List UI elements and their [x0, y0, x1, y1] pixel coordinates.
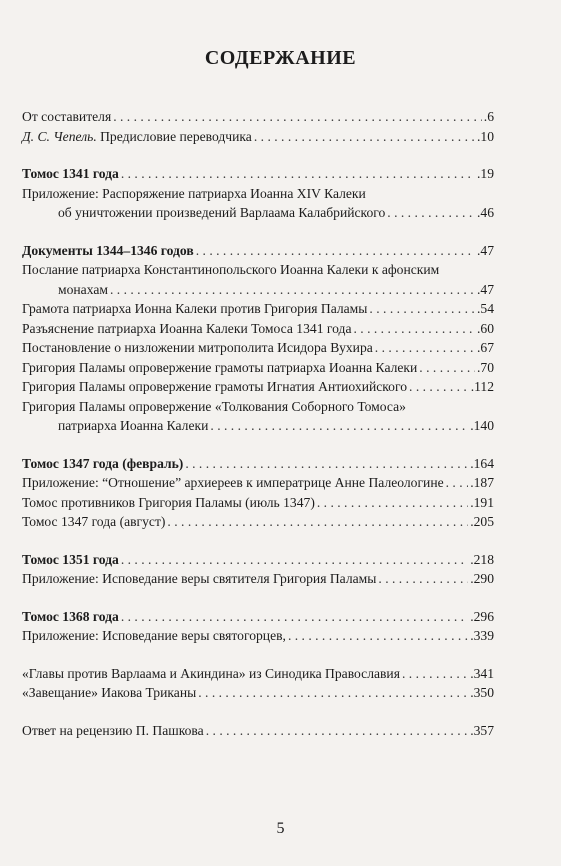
toc-entry-text: «Завещание» Иакова Триканы [22, 685, 197, 700]
toc-entry-title [22, 683, 196, 703]
toc-entry-title [22, 127, 252, 147]
toc-entry-title [22, 493, 315, 513]
toc-entry-text: Приложение: Распоряжение патриарха Иоанна XIV Калеки [22, 185, 366, 201]
toc-leader-dots [206, 721, 468, 741]
toc-leader-dots [288, 626, 468, 646]
toc-entry-title [22, 358, 417, 378]
toc-entry [22, 241, 494, 261]
toc-entry-page: .341 [470, 665, 494, 681]
toc-entry-text: патриарха Иоанна Калеки [58, 418, 209, 433]
toc-leader-dots [121, 607, 468, 627]
toc-entry-page: .205 [470, 514, 494, 529]
table-of-contents [22, 107, 494, 740]
toc-entry-text: Томос 1351 года [22, 551, 119, 567]
toc-entry-title [22, 338, 373, 358]
toc-entry-page: .60 [477, 320, 494, 336]
toc-entry-page: .187 [470, 475, 494, 490]
toc-entry-text: Григория Паламы опровержение грамоты Игнатия Антиохийского [22, 379, 408, 394]
toc-entry-title [22, 473, 444, 493]
toc-entry [22, 107, 494, 127]
toc-entry-text: Постановление о низложении митрополита Исидора Вухира [22, 340, 373, 355]
toc-leader-dots [185, 454, 468, 474]
toc-entry [22, 358, 494, 378]
toc-entry-title [22, 164, 119, 184]
toc-entry-page: .218 [470, 551, 494, 567]
toc-entry-author: Д. С. Чепель. [22, 128, 97, 144]
toc-entry [22, 260, 494, 280]
toc-entry-page: .112 [470, 379, 494, 394]
toc-entry-text: Приложение: “Отношение” архиереев к императрице Анне Палеологине [22, 475, 444, 490]
toc-entry-title [58, 416, 208, 436]
toc-entry-text: Томос 1347 года (февраль) [22, 455, 184, 471]
toc-entry [22, 626, 494, 646]
toc-entry-text: Грамота патриарха Ионна Калеки против Григория Паламы [22, 301, 368, 316]
toc-entry-text: Ответ на рецензию П. Пашкова [22, 722, 204, 738]
page-title: СОДЕРЖАНИЕ [204, 47, 357, 69]
toc-entry [22, 299, 494, 319]
toc-entry-page: .140 [470, 418, 494, 433]
toc-entry-title [22, 241, 194, 261]
toc-entry [22, 164, 494, 184]
toc-entry-title [22, 664, 400, 684]
toc-entry-page: .350 [470, 685, 494, 700]
toc-entry-text: об уничтожении произведений Варлаама Калабрийского [58, 205, 386, 220]
toc-entry-page: .290 [470, 571, 494, 586]
toc-entry-text: Послание патриарха Константинопольского Иоанна Калеки к афонским [22, 262, 440, 277]
toc-entry [22, 550, 494, 570]
toc-entry-text: «Главы против Варлаама и Акиндина» из Синодика Православия [22, 665, 400, 681]
toc-entry-text: Приложение: Исповедание веры святогорцев, [22, 628, 286, 643]
toc-entry-page: .6 [483, 109, 494, 124]
toc-entry [22, 721, 494, 741]
toc-entry [22, 397, 494, 417]
toc-entry [22, 416, 494, 436]
toc-entry-page: .67 [477, 340, 494, 355]
toc-entry-text: От составителя [22, 109, 112, 124]
toc-entry [22, 127, 494, 147]
toc-entry [22, 664, 494, 684]
toc-entry-page: .339 [470, 628, 494, 643]
toc-leader-dots [369, 299, 475, 319]
toc-leader-dots [196, 241, 475, 261]
toc-entry-text: Томос противников Григория Паламы (июль 1347) [22, 494, 315, 510]
toc-entry-page: .296 [470, 608, 494, 624]
toc-entry-title [22, 260, 439, 280]
toc-entry-text: монахам [58, 281, 108, 297]
toc-entry-text: Томос 1341 года [22, 166, 119, 181]
toc-entry-page: .54 [477, 301, 494, 316]
toc-entry-text: Томос 1368 года [22, 608, 119, 624]
toc-leader-dots [402, 664, 468, 684]
toc-entry-title [22, 569, 376, 589]
toc-entry [22, 493, 494, 513]
toc-leader-dots [375, 338, 475, 358]
toc-leader-dots [317, 493, 468, 513]
toc-leader-dots [210, 416, 468, 436]
toc-entry-title [22, 607, 119, 627]
toc-entry [22, 683, 494, 703]
toc-entry [22, 569, 494, 589]
toc-entry-page: .357 [470, 722, 494, 738]
toc-entry-page: .19 [477, 166, 494, 181]
toc-entry-title [22, 377, 407, 397]
toc-entry-title [58, 203, 385, 223]
toc-entry [22, 203, 494, 223]
toc-entry [22, 280, 494, 300]
toc-entry-title [58, 280, 108, 300]
toc-entry-text: Предисловие переводчика [96, 128, 252, 144]
toc-leader-dots [110, 280, 475, 300]
toc-entry-title [22, 454, 183, 474]
toc-leader-dots [121, 550, 468, 570]
toc-leader-dots [113, 107, 482, 127]
toc-leader-dots [121, 164, 475, 184]
toc-leader-dots [254, 127, 475, 147]
toc-entry-title [22, 626, 286, 646]
toc-entry-page: .47 [477, 242, 494, 258]
toc-entry-page: .10 [477, 128, 494, 144]
toc-leader-dots [378, 569, 468, 589]
toc-entry-text: Разъяснение патриарха Иоанна Калеки Томоса 1341 года [22, 320, 352, 336]
toc-leader-dots [409, 377, 469, 397]
toc-entry-text: Документы 1344–1346 годов [22, 242, 194, 258]
toc-entry [22, 454, 494, 474]
toc-entry-title [22, 512, 165, 532]
toc-entry-page: .46 [477, 205, 494, 220]
toc-entry-text: Григория Паламы опровержение «Толкования Соборного Томоса» [22, 398, 406, 414]
toc-leader-dots [198, 683, 468, 703]
toc-entry-page: .191 [470, 494, 494, 510]
toc-entry-page: .70 [477, 359, 494, 375]
toc-leader-dots [353, 319, 475, 339]
toc-entry [22, 184, 494, 204]
toc-entry-title [22, 184, 366, 204]
toc-entry [22, 607, 494, 627]
toc-entry-text: Томос 1347 года (август) [22, 514, 166, 529]
toc-entry-title [22, 721, 204, 741]
toc-leader-dots [419, 358, 475, 378]
toc-entry [22, 377, 494, 397]
toc-entry-title [22, 319, 351, 339]
toc-entry [22, 473, 494, 493]
toc-leader-dots [167, 512, 468, 532]
toc-entry [22, 319, 494, 339]
toc-entry-title [22, 107, 111, 127]
toc-leader-dots [387, 203, 475, 223]
toc-leader-dots [446, 473, 469, 493]
toc-entry [22, 512, 494, 532]
toc-entry-title [22, 299, 367, 319]
toc-entry-text: Приложение: Исповедание веры святителя Григория Паламы [22, 571, 377, 586]
toc-entry-page: .47 [477, 281, 494, 297]
toc-entry-page: .164 [470, 455, 494, 471]
toc-entry-title [22, 397, 406, 417]
toc-entry-title [22, 550, 119, 570]
toc-entry [22, 338, 494, 358]
page-number: 5 [276, 820, 285, 837]
toc-entry-text: Григория Паламы опровержение грамоты патриарха Иоанна Калеки [22, 359, 418, 375]
